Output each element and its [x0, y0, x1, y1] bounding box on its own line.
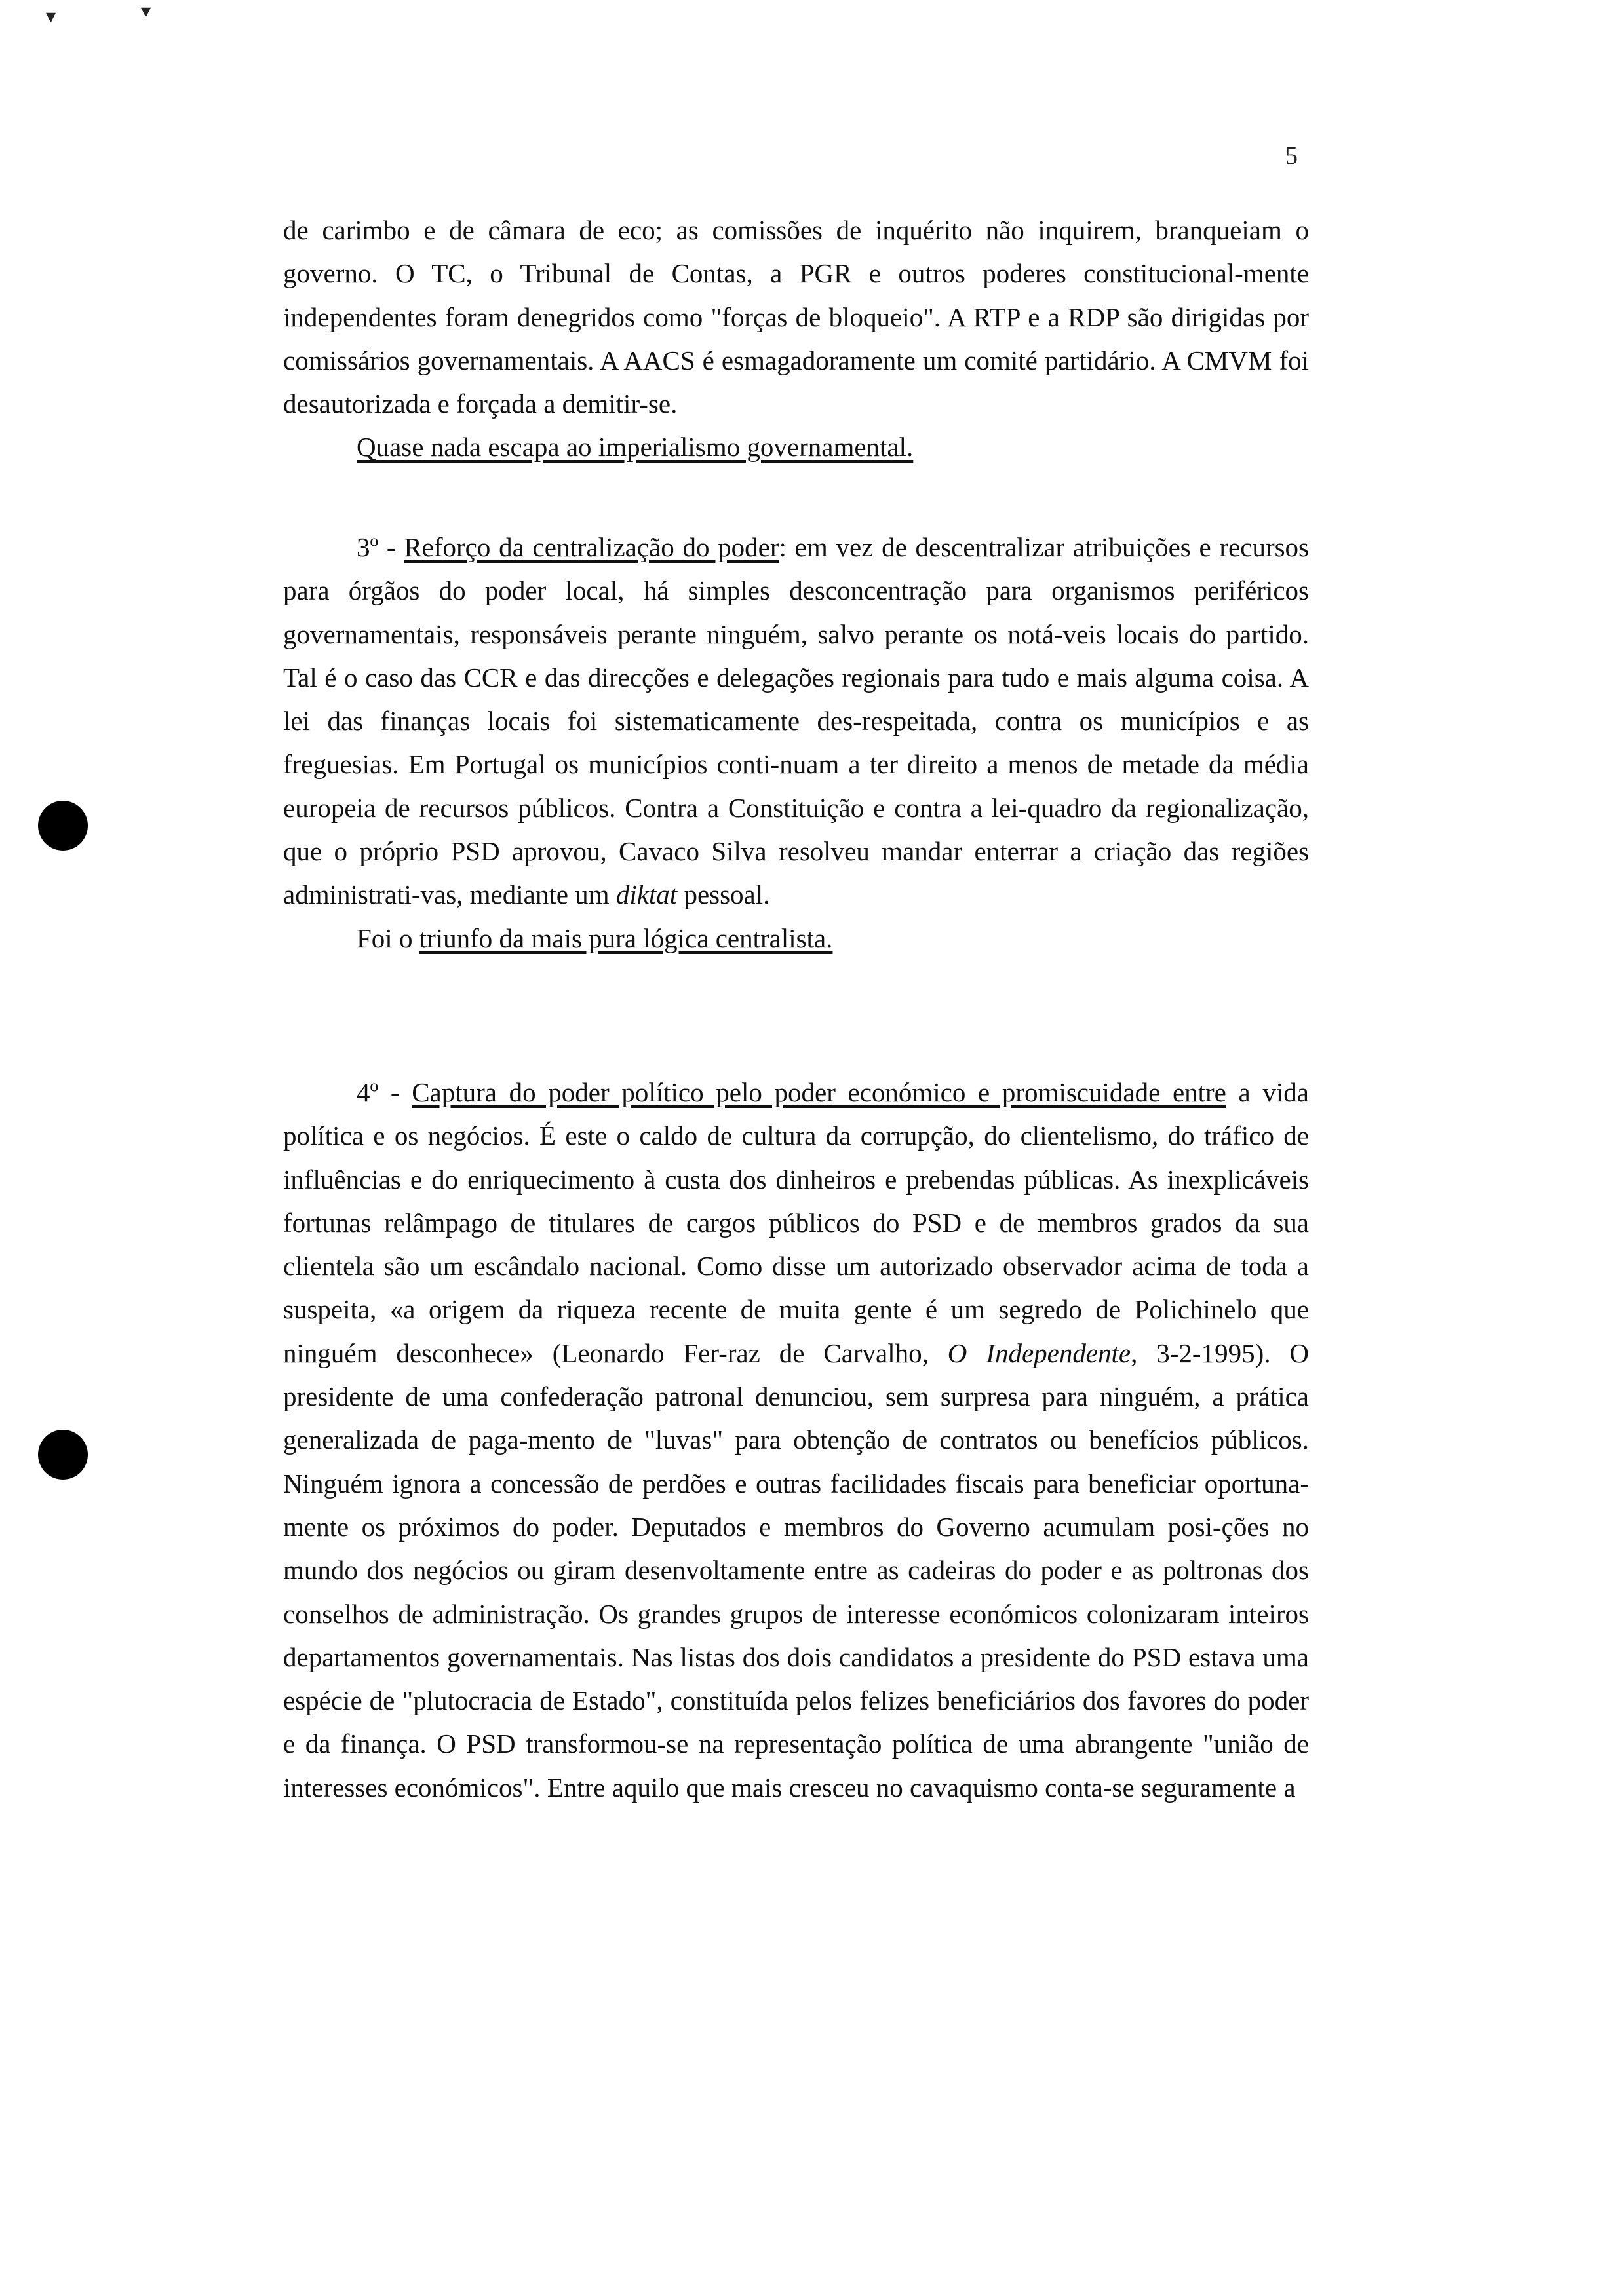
- section-italic: diktat: [615, 879, 678, 910]
- section-body-end: , 3-2-1995). O presidente de uma confederação patronal denunciou, sem surpresa para ninguém, a prática generalizada de paga-mento de "luvas" para obtenção de contratos ou benefícios públicos. Ninguém ignora a concessão de perdões e outras facilidades fiscais para beneficiar oportuna-mente os próximos do poder. Deputados e membros do Governo acumulam posi-ções no mundo dos negócios ou giram desenvoltamente entre as cadeiras do poder e as poltronas dos conselhos de administração. Os grandes grupos de interesse económicos colonizaram inteiros departamentos governamentais. Nas listas dos dois candidatos a presidente do PSD estava uma espécie de "plutocracia de Estado", constituída pelos felizes beneficiários dos favores do poder e da finança. O PSD transformou-se na representação política de uma abrangente "união de interesses económicos". Entre aquilo que mais cresceu no cavaquismo conta-se seguramente a: [283, 1337, 1309, 1803]
- section-italic: O Independente: [947, 1337, 1131, 1368]
- section-3-conclusion: [283, 917, 1309, 960]
- punch-hole-icon: [38, 1430, 88, 1480]
- conclusion-underlined: triunfo da mais pura lógica centralista.: [419, 923, 833, 953]
- paragraph-conclusion: [283, 425, 1309, 469]
- conclusion-underlined: Quase nada escapa ao imperialismo governamental.: [357, 432, 914, 463]
- section-number: 4º -: [357, 1077, 412, 1107]
- section-heading: Captura do poder político pelo poder económico e promiscuidade entre: [412, 1077, 1226, 1107]
- scan-mark-icon: ▾: [141, 1, 151, 22]
- section-3: [283, 526, 1309, 960]
- punch-hole-icon: [38, 801, 88, 851]
- section-body-end: pessoal.: [677, 879, 770, 910]
- conclusion-prefix: Foi o: [357, 923, 419, 953]
- section-4: [283, 1071, 1309, 1809]
- section-number: 3º -: [357, 532, 404, 562]
- section-body: : em vez de descentralizar atribuições e recursos para órgãos do poder local, há simples desconcentração para organismos periféricos governamentais, responsáveis perante ninguém, salvo perante os notá-veis locais do partido. Tal é o caso das CCR e das direcções e delegações regionais para tudo e mais alguma coisa. A lei das finanças locais foi sistematicamente des-respeitada, contra os municípios e as freguesias. Em Portugal os municípios conti-nuam a ter direito a menos de metade da média europeia de recursos públicos. Contra a Constituição e contra a lei-quadro da regionalização, que o próprio PSD aprovou, Cavaco Silva resolveu mandar enterrar a criação das regiões administrati-vas, mediante um: [283, 532, 1310, 910]
- paragraph-text: de carimbo e de câmara de eco; as comissões de inquérito não inquirem, branqueiam o governo. O TC, o Tribunal de Contas, a PGR e outros poderes constitucional-mente independentes foram denegridos como "forças de bloqueio". A RTP e a RDP são dirigidas por comissários governamentais. A AACS é esmagadoramente um comité partidário. A CMVM foi desautorizada e forçada a demitir-se.: [283, 215, 1309, 419]
- paragraph-continuation: [283, 208, 1309, 469]
- section-3-paragraph: [283, 526, 1309, 917]
- scan-mark-icon: ▾: [46, 6, 56, 28]
- section-heading: Reforço da centralização do poder: [404, 532, 779, 562]
- page-number: 5: [1285, 142, 1298, 170]
- section-body: a vida política e os negócios. É este o caldo de cultura da corrupção, do clientelismo, do tráfico de influências e do enriquecimento à custa dos dinheiros e prebendas públicas. As inexplicáveis fortunas relâmpago de titulares de cargos públicos do PSD e de membros grados da sua clientela são um escândalo nacional. Como disse um autorizado observador acima de toda a suspeita, «a origem da riqueza recente de muita gente é um segredo de Polichinelo que ninguém desconhece» (Leonardo Fer-raz de Carvalho,: [283, 1077, 1309, 1368]
- section-4-paragraph: [283, 1071, 1309, 1809]
